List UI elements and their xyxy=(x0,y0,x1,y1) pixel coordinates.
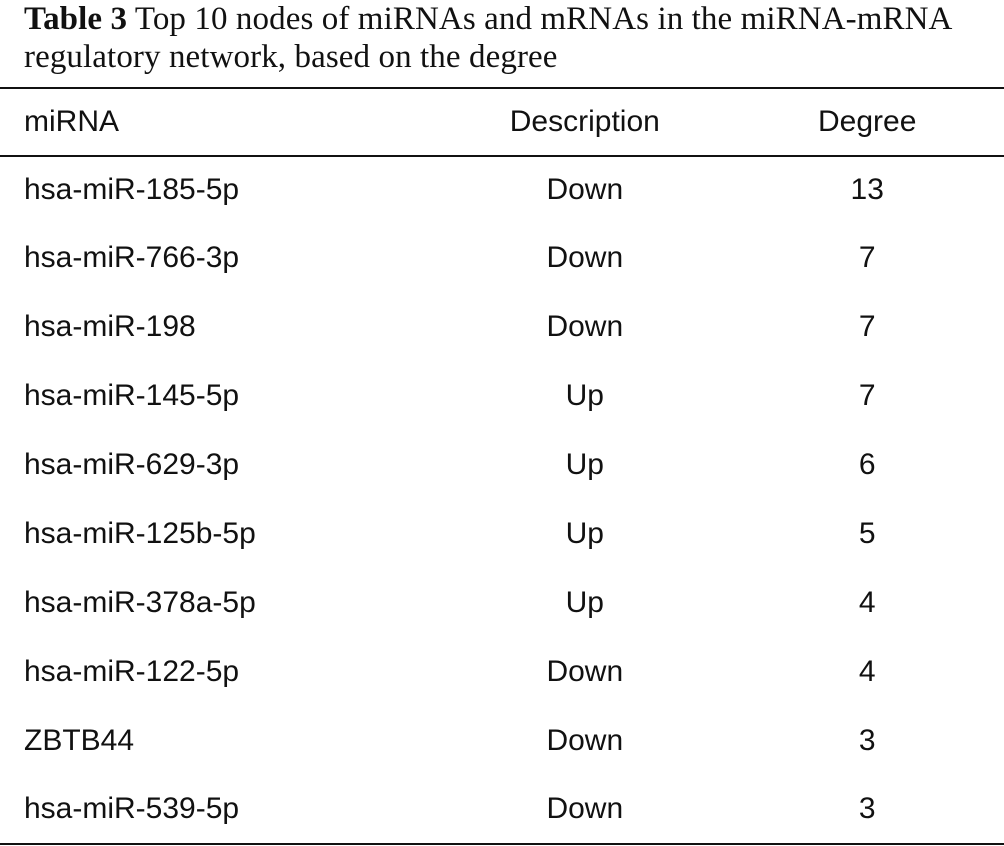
table-row xyxy=(0,362,1004,431)
description-cell: Down xyxy=(546,310,624,344)
description-cell: Down xyxy=(546,173,624,207)
degree-cell: 5 xyxy=(858,516,876,550)
table-caption xyxy=(24,0,994,76)
table-row xyxy=(0,775,1004,844)
mirna-cell: ZBTB44 xyxy=(24,723,135,757)
description-cell: Down xyxy=(546,654,624,688)
degree-cell: 7 xyxy=(858,241,876,275)
mirna-cell: hsa-miR-125b-5p xyxy=(24,516,256,550)
mirna-cell: hsa-miR-766-3p xyxy=(24,241,240,275)
degree-cell: 3 xyxy=(858,792,876,826)
degree-cell: 13 xyxy=(850,173,884,207)
description-cell: Up xyxy=(565,585,604,619)
table-row xyxy=(0,431,1004,500)
table-row xyxy=(0,637,1004,706)
degree-cell: 4 xyxy=(858,654,876,688)
mirna-cell: hsa-miR-629-3p xyxy=(24,448,240,481)
table-caption-text: Top 10 nodes of miRNAs and mRNAs in the miRNA-mRNA regulatory network, based on the degree xyxy=(24,1,951,75)
mirna-cell: hsa-miR-378a-5p xyxy=(24,585,256,619)
table-label: Table 3 xyxy=(24,1,128,37)
table-row xyxy=(0,568,1004,637)
table-row xyxy=(0,224,1004,293)
header-row xyxy=(0,89,1004,155)
column-header-degree: Degree xyxy=(818,105,917,138)
mirna-cell: hsa-miR-185-5p xyxy=(24,173,240,207)
description-cell: Up xyxy=(565,379,604,413)
column-header-mirna: miRNA xyxy=(24,105,119,138)
table-row xyxy=(0,293,1004,362)
table-row xyxy=(0,499,1004,568)
mirna-cell: hsa-miR-539-5p xyxy=(24,792,240,826)
degree-cell: 7 xyxy=(858,310,876,344)
data-table xyxy=(0,89,1004,844)
description-cell: Up xyxy=(565,516,604,550)
mirna-cell: hsa-miR-122-5p xyxy=(24,654,240,688)
description-cell: Down xyxy=(546,241,624,275)
description-cell: Up xyxy=(565,448,604,481)
table-row xyxy=(0,155,1004,224)
degree-cell: 3 xyxy=(858,723,876,757)
mirna-cell: hsa-miR-198 xyxy=(24,310,196,344)
degree-cell: 6 xyxy=(858,448,876,481)
description-cell: Down xyxy=(546,792,624,826)
degree-cell: 7 xyxy=(858,379,876,413)
degree-cell: 4 xyxy=(858,585,876,619)
column-header-description: Description xyxy=(509,105,660,138)
description-cell: Down xyxy=(546,723,624,757)
mirna-cell: hsa-miR-145-5p xyxy=(24,379,240,413)
table-row xyxy=(0,706,1004,775)
